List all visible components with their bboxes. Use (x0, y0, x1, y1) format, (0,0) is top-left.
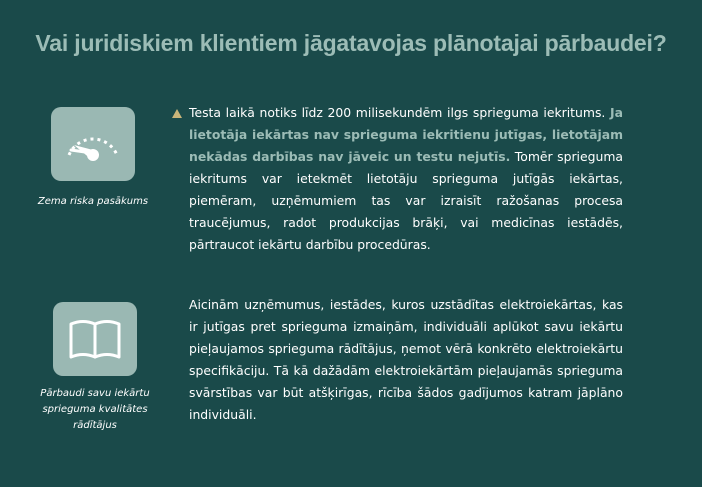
triangle-marker-icon (172, 109, 182, 118)
section2-caption: Pārbaudi savu iekārtu sprieguma kvalitātes rādītājus (40, 388, 150, 431)
gauge-icon (51, 107, 135, 181)
book-icon-tile (53, 302, 137, 376)
page-title: Vai juridiskiem klientiem jāgatavojas plānotajai pārbaudei? (35, 30, 667, 56)
section1-text-b: Tomēr sprieguma iekritums var ietekmēt lietotāju sprieguma jutīgās iekārtas, piemēram, uzņēmumiem tas var izraisīt ražošanas procesa traucējumus, radot produkcijas brāķi, vai medicīnas iestādēs, pārtraucot iekārtu darbību procedūras. (189, 149, 623, 252)
section1-text-a: Testa laikā notiks līdz 200 milisekundēm ilgs sprieguma iekritums. (189, 105, 611, 120)
section2-paragraph: Aicinām uzņēmumus, iestādes, kuros uzstādītas elektroiekārtas, kas ir jutīgas pret sprieguma izmaiņām, individuāli aplūkot savu iekārtu pieļaujamos sprieguma rādītājus, ņemot vērā konkrēto elektroiekārtu specifikāciju. Tā kā dažādām elektroiekārtām pieļaujamās sprieguma svārstības var būt atšķirīgas, rīcība šādos gadījumos katram jāplāno individuāli. (189, 297, 623, 422)
section1-paragraph (189, 102, 623, 256)
gauge-icon-tile (51, 107, 135, 181)
section1-caption: Zema riska pasākums (37, 196, 149, 207)
section1-highlight: Ja lietotāja iekārtas nav sprieguma iekritienu jutīgas, lietotājam nekādas darbības nav jāveic un testu nejutīs. (189, 105, 623, 164)
book-icon (53, 302, 137, 376)
